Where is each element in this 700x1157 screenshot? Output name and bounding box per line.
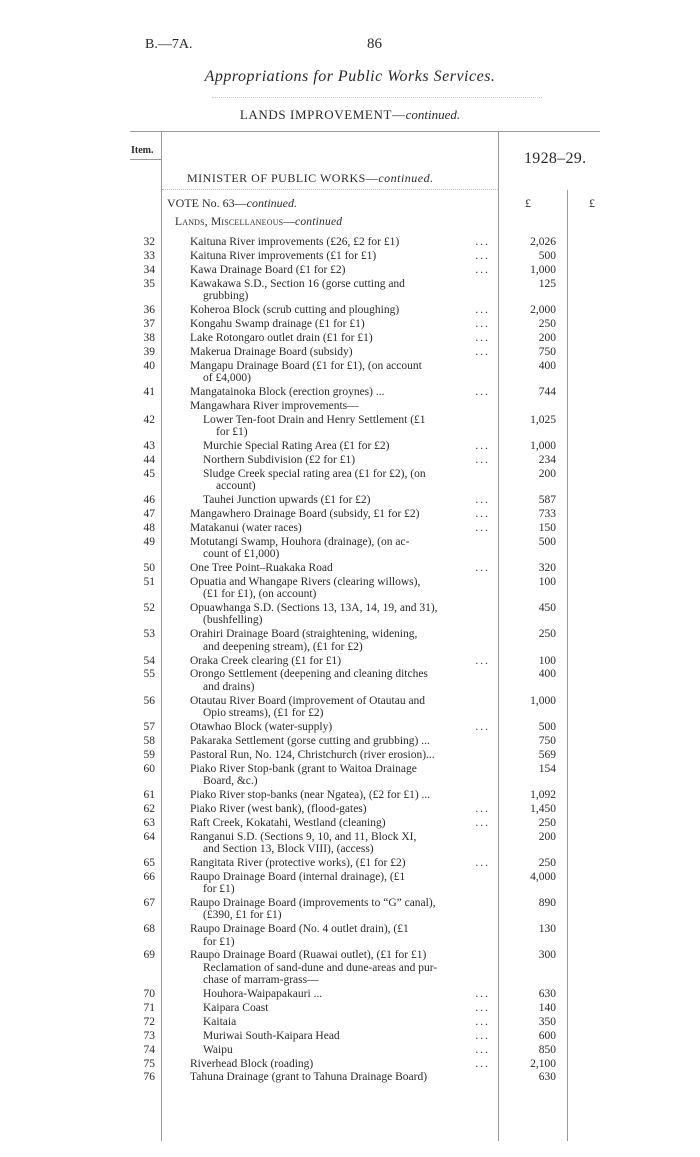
- row-description: [203, 909, 490, 921]
- row-description: [190, 695, 490, 707]
- row-description: [203, 681, 490, 693]
- row-description-text: Oraka Creek clearing (£1 for £1): [190, 654, 342, 667]
- leader-dots: ...: [475, 493, 490, 506]
- leader-dots: ...: [475, 654, 490, 667]
- row-description: [190, 304, 490, 316]
- row-description: [203, 641, 490, 653]
- row-description: [190, 949, 490, 961]
- row-number: 68: [143, 923, 155, 936]
- row-number: 58: [143, 734, 155, 747]
- leader-dots: ...: [475, 1057, 490, 1070]
- row-amount: 250: [538, 856, 556, 869]
- item-column-header: Item.: [131, 145, 154, 156]
- row-description-text: Board, &c.): [203, 774, 258, 787]
- row-description: [190, 857, 490, 869]
- row-number: 67: [143, 896, 155, 909]
- row-amount: 140: [538, 1001, 556, 1014]
- row-description-text: Piako River stop-banks (near Ngatea), (£2 for £1) ...: [190, 788, 431, 801]
- page-title: Appropriations for Public Works Services.: [204, 68, 496, 85]
- row-description-text: for £1): [203, 883, 235, 896]
- row-description-text: Reclamation of sand-dune and dune-areas and pur-: [203, 961, 438, 974]
- row-amount: 1,000: [530, 694, 556, 707]
- row-description-text: Raupo Drainage Board (internal drainage), (£1: [190, 870, 406, 883]
- row-amount: 154: [538, 762, 556, 775]
- row-description-text: Piako River (west bank), (flood-gates): [190, 802, 367, 815]
- row-description-text: Mangawhero Drainage Board (subsidy, £1 for £2): [190, 507, 420, 520]
- row-number: 65: [143, 856, 155, 869]
- row-amount: 1,092: [530, 788, 556, 801]
- row-description-text: Motutangi Swamp, Houhora (drainage), (on ac-: [190, 535, 410, 548]
- row-number: 61: [143, 788, 155, 801]
- row-number: 40: [143, 359, 155, 372]
- row-description-text: and deepening stream), (£1 for £2): [203, 640, 363, 653]
- row-description: [190, 721, 490, 733]
- row-amount: 733: [538, 507, 556, 520]
- row-amount: 1,000: [530, 263, 556, 276]
- page-number: 86: [367, 36, 382, 52]
- row-description-text: Kaituna River improvements (£26, £2 for £1): [190, 236, 400, 248]
- row-description-text: Lake Rotongaro outlet drain (£1 for £1): [190, 331, 373, 344]
- row-description-text: Pastoral Run, No. 124, Christchurch (river erosion)...: [190, 748, 435, 761]
- row-number: 39: [143, 345, 155, 358]
- row-number: 46: [143, 493, 155, 506]
- row-amount: 400: [538, 359, 556, 372]
- row-amount: 630: [538, 1071, 556, 1084]
- row-description-text: for £1): [216, 425, 248, 438]
- row-description-text: (bushfelling): [203, 614, 263, 627]
- row-number: 49: [143, 535, 155, 548]
- row-description: [203, 843, 490, 855]
- row-amount: 350: [538, 1015, 556, 1028]
- leader-dots: ...: [475, 1043, 490, 1056]
- row-description: [190, 400, 490, 412]
- leader-dots: ...: [475, 236, 490, 248]
- row-description-text: Kaitaia: [203, 1015, 237, 1028]
- row-description-text: Raupo Drainage Board (Ruawai outlet), (£1 for £1): [190, 949, 427, 962]
- row-number: 56: [143, 694, 155, 707]
- row-amount: 1,450: [530, 802, 556, 815]
- row-description: [203, 1002, 490, 1014]
- row-description-text: Otautau River Board (improvement of Otautau and: [190, 694, 426, 707]
- leader-dots: ...: [475, 856, 490, 869]
- row-description-text: chase of marram-grass—: [203, 974, 319, 987]
- vote-continued: continued.: [246, 196, 297, 210]
- currency-header-amount: £: [525, 196, 531, 210]
- row-number: 76: [143, 1071, 155, 1084]
- row-description: [190, 923, 490, 935]
- row-amount: 150: [538, 521, 556, 534]
- row-description-text: Otawhao Block (water-supply): [190, 720, 333, 733]
- row-description: [190, 1058, 490, 1070]
- row-description-text: Raft Creek, Kokatahi, Westland (cleaning): [190, 816, 386, 829]
- row-description: [216, 426, 490, 438]
- row-description-text: Kawa Drainage Board (£1 for £2): [190, 263, 346, 276]
- row-description: [190, 332, 490, 344]
- row-amount: 2,026: [530, 236, 556, 248]
- row-description: [203, 372, 490, 384]
- row-description-text: of £4,000): [203, 371, 251, 384]
- leader-dots: ...: [475, 345, 490, 358]
- row-number: 74: [143, 1043, 155, 1056]
- row-description: [190, 763, 490, 775]
- row-description: [190, 803, 490, 815]
- row-number: 48: [143, 521, 155, 534]
- row-description-text: for £1): [203, 935, 235, 948]
- row-description: [190, 536, 490, 548]
- row-number: 60: [143, 762, 155, 775]
- row-number: 70: [143, 988, 155, 1001]
- leader-dots: ...: [475, 507, 490, 520]
- row-number: 42: [143, 413, 155, 426]
- row-description-text: Pakaraka Settlement (gorse cutting and grubbing) ...: [190, 734, 430, 747]
- row-number: 71: [143, 1001, 155, 1014]
- row-amount: 130: [538, 923, 556, 936]
- row-description-text: Murchie Special Rating Area (£1 for £2): [203, 439, 390, 452]
- row-amount: 200: [538, 830, 556, 843]
- row-description-text: (£1 for £1), (on account): [203, 588, 317, 601]
- row-amount: 400: [538, 668, 556, 681]
- subtitle-continued: continued.: [405, 107, 461, 122]
- row-description: [190, 346, 490, 358]
- row-description: [203, 1016, 490, 1028]
- row-description-text: Kongahu Swamp drainage (£1 for £1): [190, 317, 365, 330]
- row-description-text: Riverhead Block (roading): [190, 1057, 314, 1070]
- row-description: [190, 628, 490, 640]
- row-amount: 750: [538, 734, 556, 747]
- row-description-text: Rangitata River (protective works), (£1 for £2): [190, 856, 406, 869]
- row-description-text: Raupo Drainage Board (No. 4 outlet drain), (£1: [190, 923, 409, 936]
- row-description-text: Opuawhanga S.D. (Sections 13, 13A, 14, 19, and 31),: [190, 602, 438, 614]
- subtitle-main: LANDS IMPROVEMENT—: [239, 107, 406, 122]
- row-amount: 500: [538, 249, 556, 262]
- row-number: 50: [143, 561, 155, 574]
- row-number: 75: [143, 1057, 155, 1070]
- leader-dots: ...: [475, 816, 490, 829]
- row-number: 69: [143, 949, 155, 962]
- leader-dots: ...: [475, 1015, 490, 1028]
- row-amount: 250: [538, 816, 556, 829]
- row-amount: 125: [538, 277, 556, 290]
- row-description: [203, 1030, 490, 1042]
- row-description: [190, 602, 490, 614]
- row-description-text: Orongo Settlement (deepening and cleaning ditches: [190, 668, 428, 681]
- row-description: [203, 614, 490, 626]
- row-description-text: Matakanui (water races): [190, 521, 302, 534]
- row-description-text: Mangatainoka Block (erection groynes) ...: [190, 385, 385, 398]
- row-description: [190, 318, 490, 330]
- row-number: 32: [143, 236, 155, 248]
- row-description: [190, 562, 490, 574]
- row-description: [203, 974, 490, 986]
- row-amount: 2,100: [530, 1057, 556, 1070]
- document-reference: B.—7A.: [145, 37, 193, 52]
- leader-dots: ...: [475, 521, 490, 534]
- row-description: [190, 817, 490, 829]
- row-description: [203, 775, 490, 787]
- row-amount: 600: [538, 1029, 556, 1042]
- section-main: Lands, Miscellaneous—: [175, 216, 296, 228]
- row-description-text: Mangawhara River improvements—: [190, 399, 359, 412]
- section-continued: continued: [295, 216, 343, 228]
- row-number: 52: [143, 602, 155, 614]
- row-number: 73: [143, 1029, 155, 1042]
- row-description-text: Kawakawa S.D., Section 16 (gorse cutting and: [190, 277, 405, 290]
- leader-dots: ...: [475, 1029, 490, 1042]
- row-description-text: account): [216, 480, 256, 492]
- row-description: [190, 250, 490, 262]
- minister-main: MINISTER OF PUBLIC WORKS—: [187, 171, 379, 185]
- row-description: [203, 548, 490, 560]
- row-description: [190, 897, 490, 909]
- row-amount: 850: [538, 1043, 556, 1056]
- row-amount: 1,000: [530, 439, 556, 452]
- leader-dots: ...: [475, 453, 490, 466]
- leader-dots: ...: [475, 385, 490, 398]
- row-description-text: Houhora-Waipapakauri ...: [203, 988, 323, 1001]
- row-number: 47: [143, 507, 155, 520]
- row-description: [190, 655, 490, 667]
- row-number: 41: [143, 385, 155, 398]
- row-description: [190, 360, 490, 372]
- row-amount: 750: [538, 345, 556, 358]
- row-description: [203, 962, 490, 974]
- row-amount: 100: [538, 575, 556, 588]
- vote-main: VOTE No. 63—: [167, 196, 247, 210]
- row-description-text: Lower Ten-foot Drain and Henry Settlement (£1: [203, 413, 426, 426]
- row-amount: 587: [538, 493, 556, 506]
- row-description-text: and drains): [203, 680, 255, 693]
- row-description: [203, 454, 490, 466]
- row-amount: 200: [538, 331, 556, 344]
- row-description-text: Ranganui S.D. (Sections 9, 10, and 11, Block XI,: [190, 830, 417, 843]
- row-amount: 250: [538, 317, 556, 330]
- row-description-text: grubbing): [203, 290, 249, 303]
- row-description-text: Opio streams), (£1 for £2): [203, 707, 324, 719]
- row-number: 54: [143, 654, 155, 667]
- row-description: [216, 480, 490, 492]
- row-amount: 100: [538, 654, 556, 667]
- row-number: 51: [143, 575, 155, 588]
- row-description: [190, 789, 490, 801]
- leader-dots: ...: [475, 561, 490, 574]
- row-number: 55: [143, 668, 155, 681]
- row-description: [190, 831, 490, 843]
- row-number: 35: [143, 277, 155, 290]
- leader-dots: ...: [475, 317, 490, 330]
- row-amount: 234: [538, 453, 556, 466]
- row-description: [203, 588, 490, 600]
- row-number: 37: [143, 317, 155, 330]
- row-description: [190, 386, 490, 398]
- row-description: [203, 707, 490, 719]
- row-number: 64: [143, 830, 155, 843]
- row-description: [203, 988, 490, 1000]
- row-description-text: Sludge Creek special rating area (£1 for £2), (on: [203, 467, 426, 480]
- leader-dots: ...: [475, 439, 490, 452]
- row-description-text: One Tree Point–Ruakaka Road: [190, 561, 333, 574]
- row-description: [190, 668, 490, 680]
- row-description: [203, 936, 490, 948]
- row-amount: 250: [538, 628, 556, 641]
- row-description: [190, 278, 490, 290]
- row-amount: 200: [538, 467, 556, 480]
- row-amount: 450: [538, 602, 556, 614]
- leader-dots: ...: [475, 303, 490, 316]
- row-description: [203, 468, 490, 480]
- row-amount: 744: [538, 385, 556, 398]
- row-description-text: Opuatia and Whangape Rivers (clearing willows),: [190, 575, 421, 588]
- row-amount: 630: [538, 988, 556, 1001]
- row-description-text: Tahuna Drainage (grant to Tahuna Drainage Board): [190, 1071, 428, 1084]
- row-amount: 890: [538, 896, 556, 909]
- row-amount: 500: [538, 535, 556, 548]
- row-number: 45: [143, 467, 155, 480]
- row-description: [203, 494, 490, 506]
- row-description: [190, 871, 490, 883]
- row-description: [203, 414, 490, 426]
- row-description: [190, 508, 490, 520]
- row-description: [203, 440, 490, 452]
- row-amount: 4,000: [530, 870, 556, 883]
- row-description: [190, 236, 490, 248]
- row-number: 36: [143, 303, 155, 316]
- row-description: [190, 735, 490, 747]
- row-description-text: Piako River Stop-bank (grant to Waitoa Drainage: [190, 762, 417, 775]
- row-description-text: Makerua Drainage Board (subsidy): [190, 345, 353, 358]
- row-number: 66: [143, 870, 155, 883]
- leader-dots: ...: [475, 988, 490, 1001]
- row-description-text: Tauhei Junction upwards (£1 for £2): [203, 493, 371, 506]
- row-description-text: Kaipara Coast: [203, 1001, 269, 1014]
- leader-dots: ...: [475, 802, 490, 815]
- leader-dots: ...: [475, 331, 490, 344]
- row-number: 38: [143, 331, 155, 344]
- row-description-text: Muriwai South-Kaipara Head: [203, 1029, 340, 1042]
- row-description: [190, 264, 490, 276]
- row-description: [190, 1071, 490, 1083]
- row-description-text: Raupo Drainage Board (improvements to “G” canal),: [190, 896, 436, 909]
- row-number: 44: [143, 453, 155, 466]
- row-amount: 320: [538, 561, 556, 574]
- row-amount: 569: [538, 748, 556, 761]
- row-description-text: and Section 13, Block VIII), (access): [203, 842, 374, 855]
- row-number: 53: [143, 628, 155, 641]
- row-description-text: Waipu: [203, 1043, 233, 1056]
- minister-continued: continued.: [378, 171, 434, 185]
- row-number: 33: [143, 249, 155, 262]
- row-description: [190, 522, 490, 534]
- row-description: [203, 1044, 490, 1056]
- row-number: 62: [143, 802, 155, 815]
- currency-header-total: £: [589, 196, 595, 210]
- row-description-text: Mangapu Drainage Board (£1 for £1), (on account: [190, 359, 422, 372]
- row-number: 43: [143, 439, 155, 452]
- row-amount: 300: [538, 949, 556, 962]
- row-description: [190, 576, 490, 588]
- leader-dots: ...: [475, 263, 490, 276]
- year-header: 1928–29.: [524, 150, 587, 167]
- row-number: 63: [143, 816, 155, 829]
- row-description: [190, 749, 490, 761]
- leader-dots: ...: [475, 1001, 490, 1014]
- row-number: 72: [143, 1015, 155, 1028]
- row-description-text: Kaituna River improvements (£1 for £1): [190, 249, 377, 262]
- row-amount: 500: [538, 720, 556, 733]
- row-description-text: (£390, £1 for £1): [203, 909, 282, 922]
- row-description: [203, 290, 490, 302]
- row-amount: 2,000: [530, 303, 556, 316]
- leader-dots: ...: [475, 720, 490, 733]
- leader-dots: ...: [475, 249, 490, 262]
- row-number: 59: [143, 748, 155, 761]
- row-description-text: count of £1,000): [203, 547, 280, 560]
- row-description-text: Koheroa Block (scrub cutting and ploughing): [190, 303, 400, 316]
- row-amount: 1,025: [530, 413, 556, 426]
- row-number: 57: [143, 720, 155, 733]
- row-description-text: Orahiri Drainage Board (straightening, widening,: [190, 628, 418, 641]
- row-description-text: Northern Subdivision (£2 for £1): [203, 453, 356, 466]
- row-number: 34: [143, 263, 155, 276]
- row-description: [203, 883, 490, 895]
